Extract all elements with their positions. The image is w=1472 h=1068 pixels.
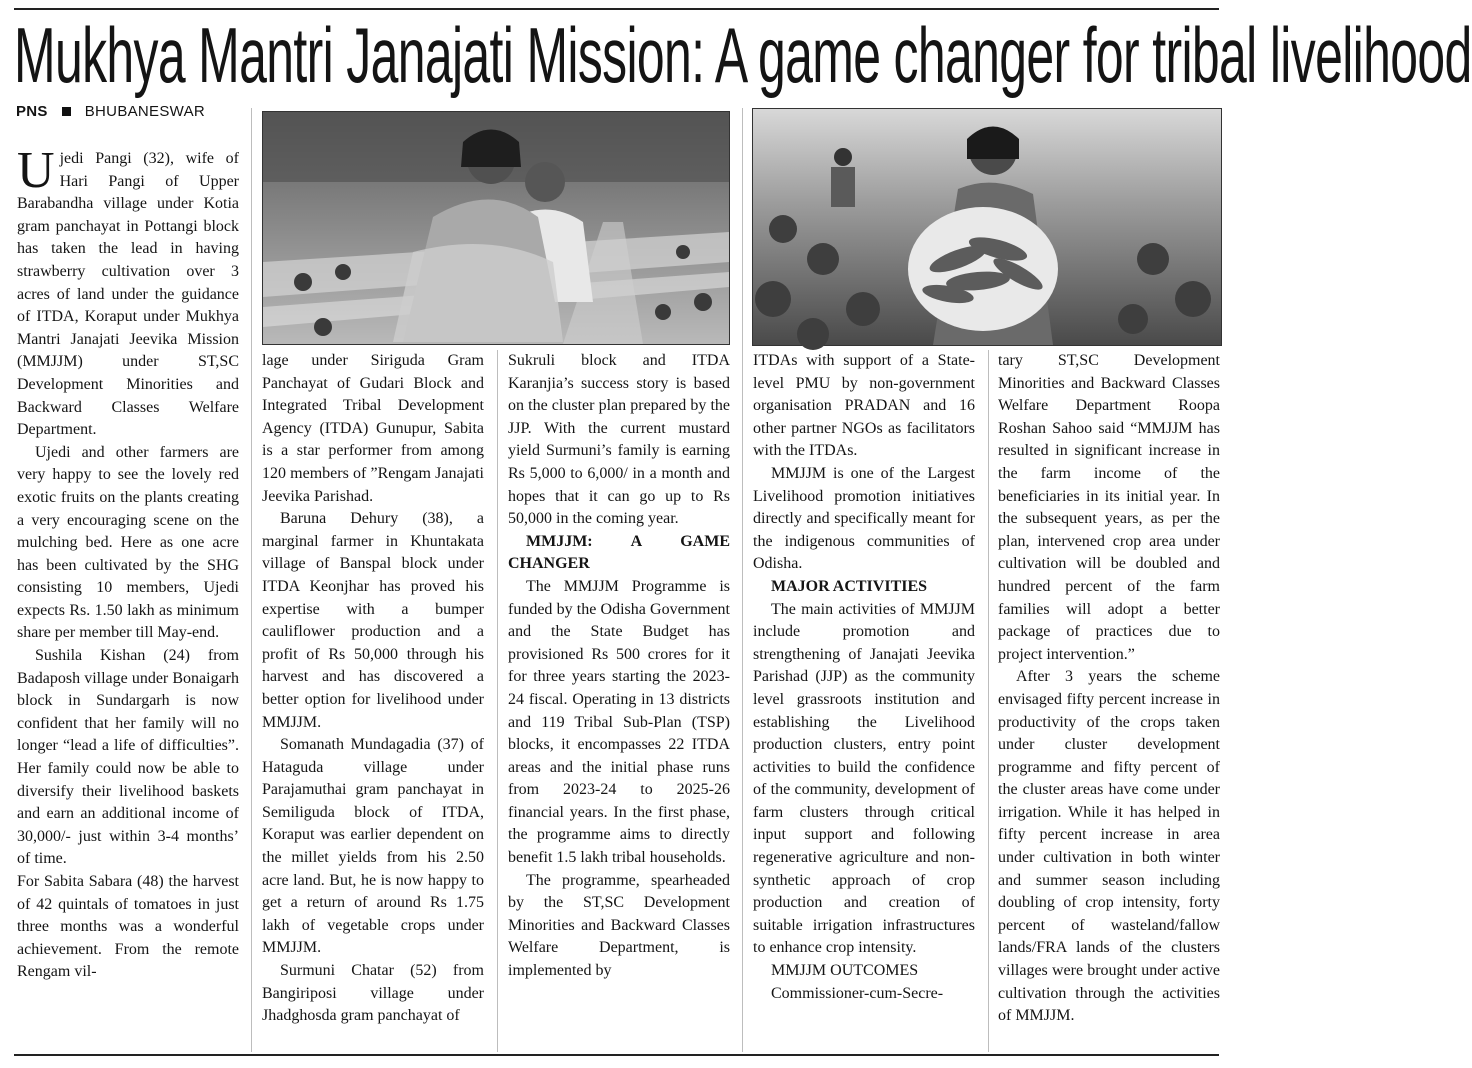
dropcap: U bbox=[17, 142, 55, 199]
column-3-paragraph-2: The MMJJM Programme is funded by the Odisha Government and the State Budget has provisioned Rs 500 crores for it for three years starting the 2023-24 fiscal. Operating in 13 districts and 119 Tribal Sub-Plan (TSP) blocks, it encompasses 22 ITDA areas and the initial phase runs from 2023-24 to 2025-26 financial years. In the first phase, the programme aims to directly benefit 1.5 lakh tribal households. bbox=[508, 577, 730, 867]
column-2-paragraph-4: Surmuni Chatar (52) from Bangiriposi village under Jhadghosda gram panchayat of bbox=[262, 962, 484, 1025]
column-2-paragraph-3: Somanath Mundagadia (37) of Hataguda village under Parajamuthai gram panchayat in Semiliguda block of ITDA, Koraput was earlier dependent on the millet yields from his 2.50 acre land. But, he is now happy to get a return of around Rs 1.75 lakh of vegetable crops under MMJJM. bbox=[262, 736, 484, 957]
photo-brinjal-harvest-image bbox=[753, 109, 1221, 345]
column-1-paragraph-1-text: jedi Pangi (32), wife of Hari Pangi of Upper Barabandha village under Kotia gram panchayat in Pottangi block has taken the lead in having strawberry cultivation over 3 acres of land under the guidance of ITDA, Koraput under Mukhya Mantri Janajati Jeevika Mission (MMJJM) under ST,SC Development Minorities and Backward Classes Welfare Department. bbox=[17, 150, 239, 439]
bottom-rule bbox=[14, 1054, 1219, 1056]
column-5 bbox=[998, 350, 1220, 1028]
subhead-outcomes: MMJJM OUTCOMES bbox=[771, 962, 919, 980]
byline-agency: PNS bbox=[16, 103, 48, 120]
column-4-paragraph-1: ITDAs with support of a State-level PMU by non-government organisation PRADAN and 16 other partner NGOs as facilitators with the ITDAs. bbox=[753, 352, 975, 460]
photo-strawberry-farmers-image bbox=[263, 112, 729, 344]
photo-brinjal-harvest bbox=[752, 108, 1222, 346]
column-4-paragraph-2: MMJJM is one of the Largest Livelihood promotion initiatives directly and specifically meant for the indigenous communities of Odisha. bbox=[753, 464, 975, 573]
column-5-paragraph-1: tary ST,SC Development Minorities and Backward Classes Welfare Department Roopa Roshan Sahoo said “MMJJM has resulted in significant increase in the farm income of the beneficiaries in its initial year. In the subsequent years, as per the plan, intervened crop area under cultivation will be doubled and hundred percent of the farm families will adopt a better package of practices due to project intervention.” bbox=[998, 352, 1220, 663]
column-1-paragraph-1 bbox=[17, 142, 239, 442]
headline: Mukhya Mantri Janajati Mission: A game changer for tribal livelihood bbox=[14, 11, 1472, 99]
column-3-paragraph-1: Sukruli block and ITDA Karanjia’s success story is based on the cluster plan prepared by the JJP. With the current mustard yield Surmuni’s family is earning Rs 5,000 to 6,000/ in a month and hopes that it can go up to Rs 50,000 in the coming year. bbox=[508, 352, 730, 528]
byline bbox=[16, 103, 205, 121]
column-divider-4 bbox=[988, 350, 989, 1052]
column-5-paragraph-2: After 3 years the scheme envisaged fifty percent increase in productivity of the crops taken under cluster development programme and fifty percent of the cluster areas have come under irrigation. While it has helped in fifty percent increase in area under cultivation in both winter and summer season including doubling of crop intensity, forty percent of wasteland/fallow lands/FRA lands of the clusters villages were brought under active cultivation through the activities of MMJJM. bbox=[998, 668, 1220, 1025]
column-2-paragraph-1: lage under Siriguda Gram Panchayat of Gudari Block and Integrated Tribal Development Agency (ITDA) Gunupur, Sabita is a star performer from among 120 members of ”Rengam Janajati Jeevika Parishad. bbox=[262, 352, 484, 505]
column-2 bbox=[262, 350, 484, 1028]
subhead-major-activities: MAJOR ACTIVITIES bbox=[771, 577, 928, 595]
byline-square-icon bbox=[62, 107, 71, 116]
column-4 bbox=[753, 350, 975, 1005]
column-3 bbox=[508, 350, 730, 983]
column-1-paragraph-3: Sushila Kishan (24) from Badaposh village under Bonaigarh block in Sundargarh is now confident that her family will no longer “lead a life of difficulties”. Her family could now be able to diversify their livelihood baskets and earn an additional income of 30,000/- just within 3-4 months’ of time. bbox=[17, 647, 239, 868]
top-rule bbox=[14, 8, 1219, 10]
column-3-paragraph-3: The programme, spearheaded by the ST,SC Development Minorities and Backward Classes Welfare Department, is implemented by bbox=[508, 871, 730, 980]
column-divider-1 bbox=[251, 108, 252, 1052]
photo-strawberry-farmers bbox=[262, 111, 730, 345]
column-1-paragraph-4: For Sabita Sabara (48) the harvest of 42 quintals of tomatoes in just three months was a wonderful achievement. From the remote Rengam vil- bbox=[17, 873, 239, 981]
column-2-paragraph-2: Baruna Dehury (38), a marginal farmer in Khuntakata village of Banspal block under ITDA Keonjhar has proved his expertise with a bumper cauliflower production and a profit of Rs 50,000 through his harvest and has discovered a better option for livelihood under MMJJM. bbox=[262, 510, 484, 731]
column-1 bbox=[17, 142, 239, 984]
subhead-game-changer: MMJJM: A GAME CHANGER bbox=[508, 532, 730, 573]
column-divider-2 bbox=[497, 350, 498, 1052]
column-4-paragraph-3: The main activities of MMJJM include promotion and strengthening of Janajati Jeevika Parishad (JJP) as the community level grassroots institution and establishing the Livelihood production clusters, entry point activities to build the confidence of the community, development of farm clusters through critical input support and following regenerative agriculture and non-synthetic approach of crop production and creation of suitable irrigation infrastructures to enhance crop intensity. bbox=[753, 600, 975, 957]
byline-place: BHUBANESWAR bbox=[84, 103, 206, 120]
column-1-paragraph-2: Ujedi and other farmers are very happy to see the lovely red exotic fruits on the plants creating a very encouraging scene on the mulching bed. Here as one acre has been cultivated by the SHG consisting 10 members, Ujedi expects Rs. 1.50 lakh as minimum share per member till May-end. bbox=[17, 443, 239, 642]
column-4-paragraph-4: Commissioner-cum-Secre- bbox=[771, 984, 944, 1002]
column-divider-3 bbox=[742, 108, 743, 1052]
